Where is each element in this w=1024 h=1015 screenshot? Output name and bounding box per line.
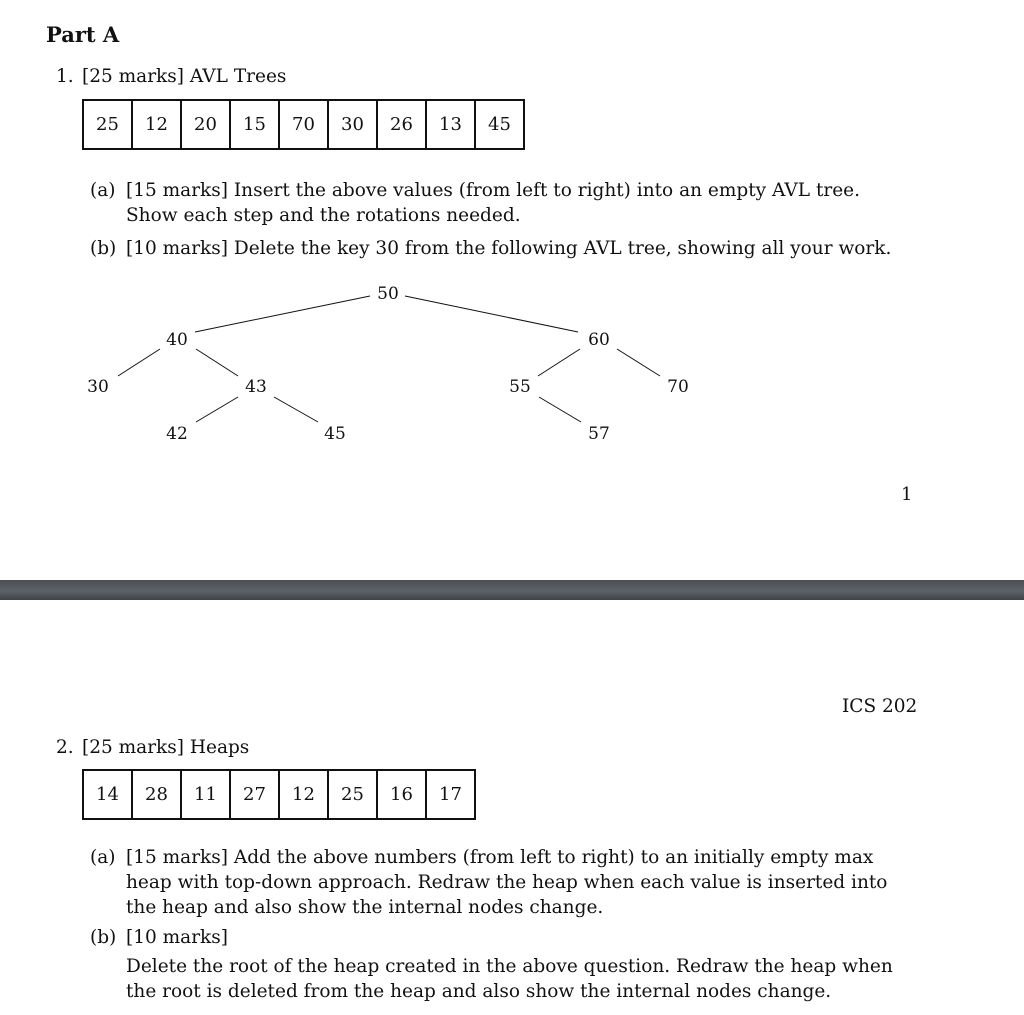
- array-cell: 45: [475, 100, 524, 149]
- question-1b-label: (b): [90, 238, 117, 259]
- tree-edge: [617, 349, 660, 376]
- array-cell: 25: [328, 770, 377, 819]
- tree-node: 43: [245, 377, 267, 397]
- part-title: Part A: [46, 22, 120, 47]
- array-cell: 14: [83, 770, 132, 819]
- array-cell: 28: [132, 770, 181, 819]
- tree-node: 60: [588, 330, 610, 350]
- array-cell: 13: [426, 100, 475, 149]
- question-2b-label: (b): [90, 927, 117, 948]
- tree-edge: [196, 349, 238, 376]
- avl-values-array: [82, 99, 525, 150]
- question-1b: [90, 236, 920, 262]
- avl-tree-diagram: [0, 270, 1024, 470]
- tree-node: 30: [87, 377, 109, 397]
- array-cell: 27: [230, 770, 279, 819]
- array-cell: 30: [328, 100, 377, 149]
- question-2b-marks: [10 marks]: [126, 927, 228, 948]
- tree-edge: [405, 296, 578, 332]
- question-2-number: 2.: [56, 737, 74, 758]
- array-cell: 17: [426, 770, 475, 819]
- array-cell: 20: [181, 100, 230, 149]
- array-cell: 12: [279, 770, 328, 819]
- tree-node: 42: [166, 424, 188, 444]
- page-separator: [0, 580, 1024, 600]
- tree-edge: [118, 349, 160, 376]
- tree-node: 70: [667, 377, 689, 397]
- question-1-number: 1.: [56, 66, 74, 87]
- tree-node: 40: [166, 330, 188, 350]
- question-1a: [90, 178, 920, 230]
- page-number: 1: [901, 484, 913, 505]
- array-cell: 16: [377, 770, 426, 819]
- question-2-title: [25 marks] Heaps: [82, 737, 250, 758]
- array-cell: 70: [279, 100, 328, 149]
- question-1-heading: [56, 66, 286, 87]
- tree-edge: [538, 349, 580, 376]
- tree-edge: [196, 397, 238, 422]
- question-2a: [90, 845, 920, 923]
- array-cell: 12: [132, 100, 181, 149]
- array-cell: 11: [181, 770, 230, 819]
- heap-values-array: [82, 769, 476, 820]
- array-cell: 15: [230, 100, 279, 149]
- question-2a-label: (a): [90, 847, 116, 868]
- tree-node: 45: [324, 424, 346, 444]
- tree-node: 50: [377, 284, 399, 304]
- question-1b-text: [10 marks] Delete the key 30 from the following AVL tree, showing all your work.: [126, 238, 892, 259]
- array-cell: 25: [83, 100, 132, 149]
- question-2a-text: [15 marks] Add the above numbers (from left to right) to an initially empty max heap with top-down approach. Redraw the heap when each value is inserted into the heap and also show the internal nodes change.: [126, 847, 888, 918]
- tree-edge: [539, 397, 581, 422]
- question-2b-text: Delete the root of the heap created in the above question. Redraw the heap when the root is deleted from the heap and also show the internal nodes change.: [126, 956, 893, 1002]
- tree-node: 55: [509, 377, 531, 397]
- tree-edge: [274, 397, 318, 422]
- array-cell: 26: [377, 100, 426, 149]
- course-header: ICS 202: [842, 696, 918, 717]
- question-2-heading: [56, 737, 249, 758]
- tree-node: 57: [588, 424, 610, 444]
- question-1a-label: (a): [90, 180, 116, 201]
- tree-edge: [195, 296, 370, 332]
- question-1-title: [25 marks] AVL Trees: [82, 66, 287, 87]
- question-2b: [90, 925, 920, 1007]
- document-page-2: [0, 600, 1024, 1015]
- question-1a-text: [15 marks] Insert the above values (from left to right) into an empty AVL tree. Show each step and the rotations needed.: [126, 180, 861, 226]
